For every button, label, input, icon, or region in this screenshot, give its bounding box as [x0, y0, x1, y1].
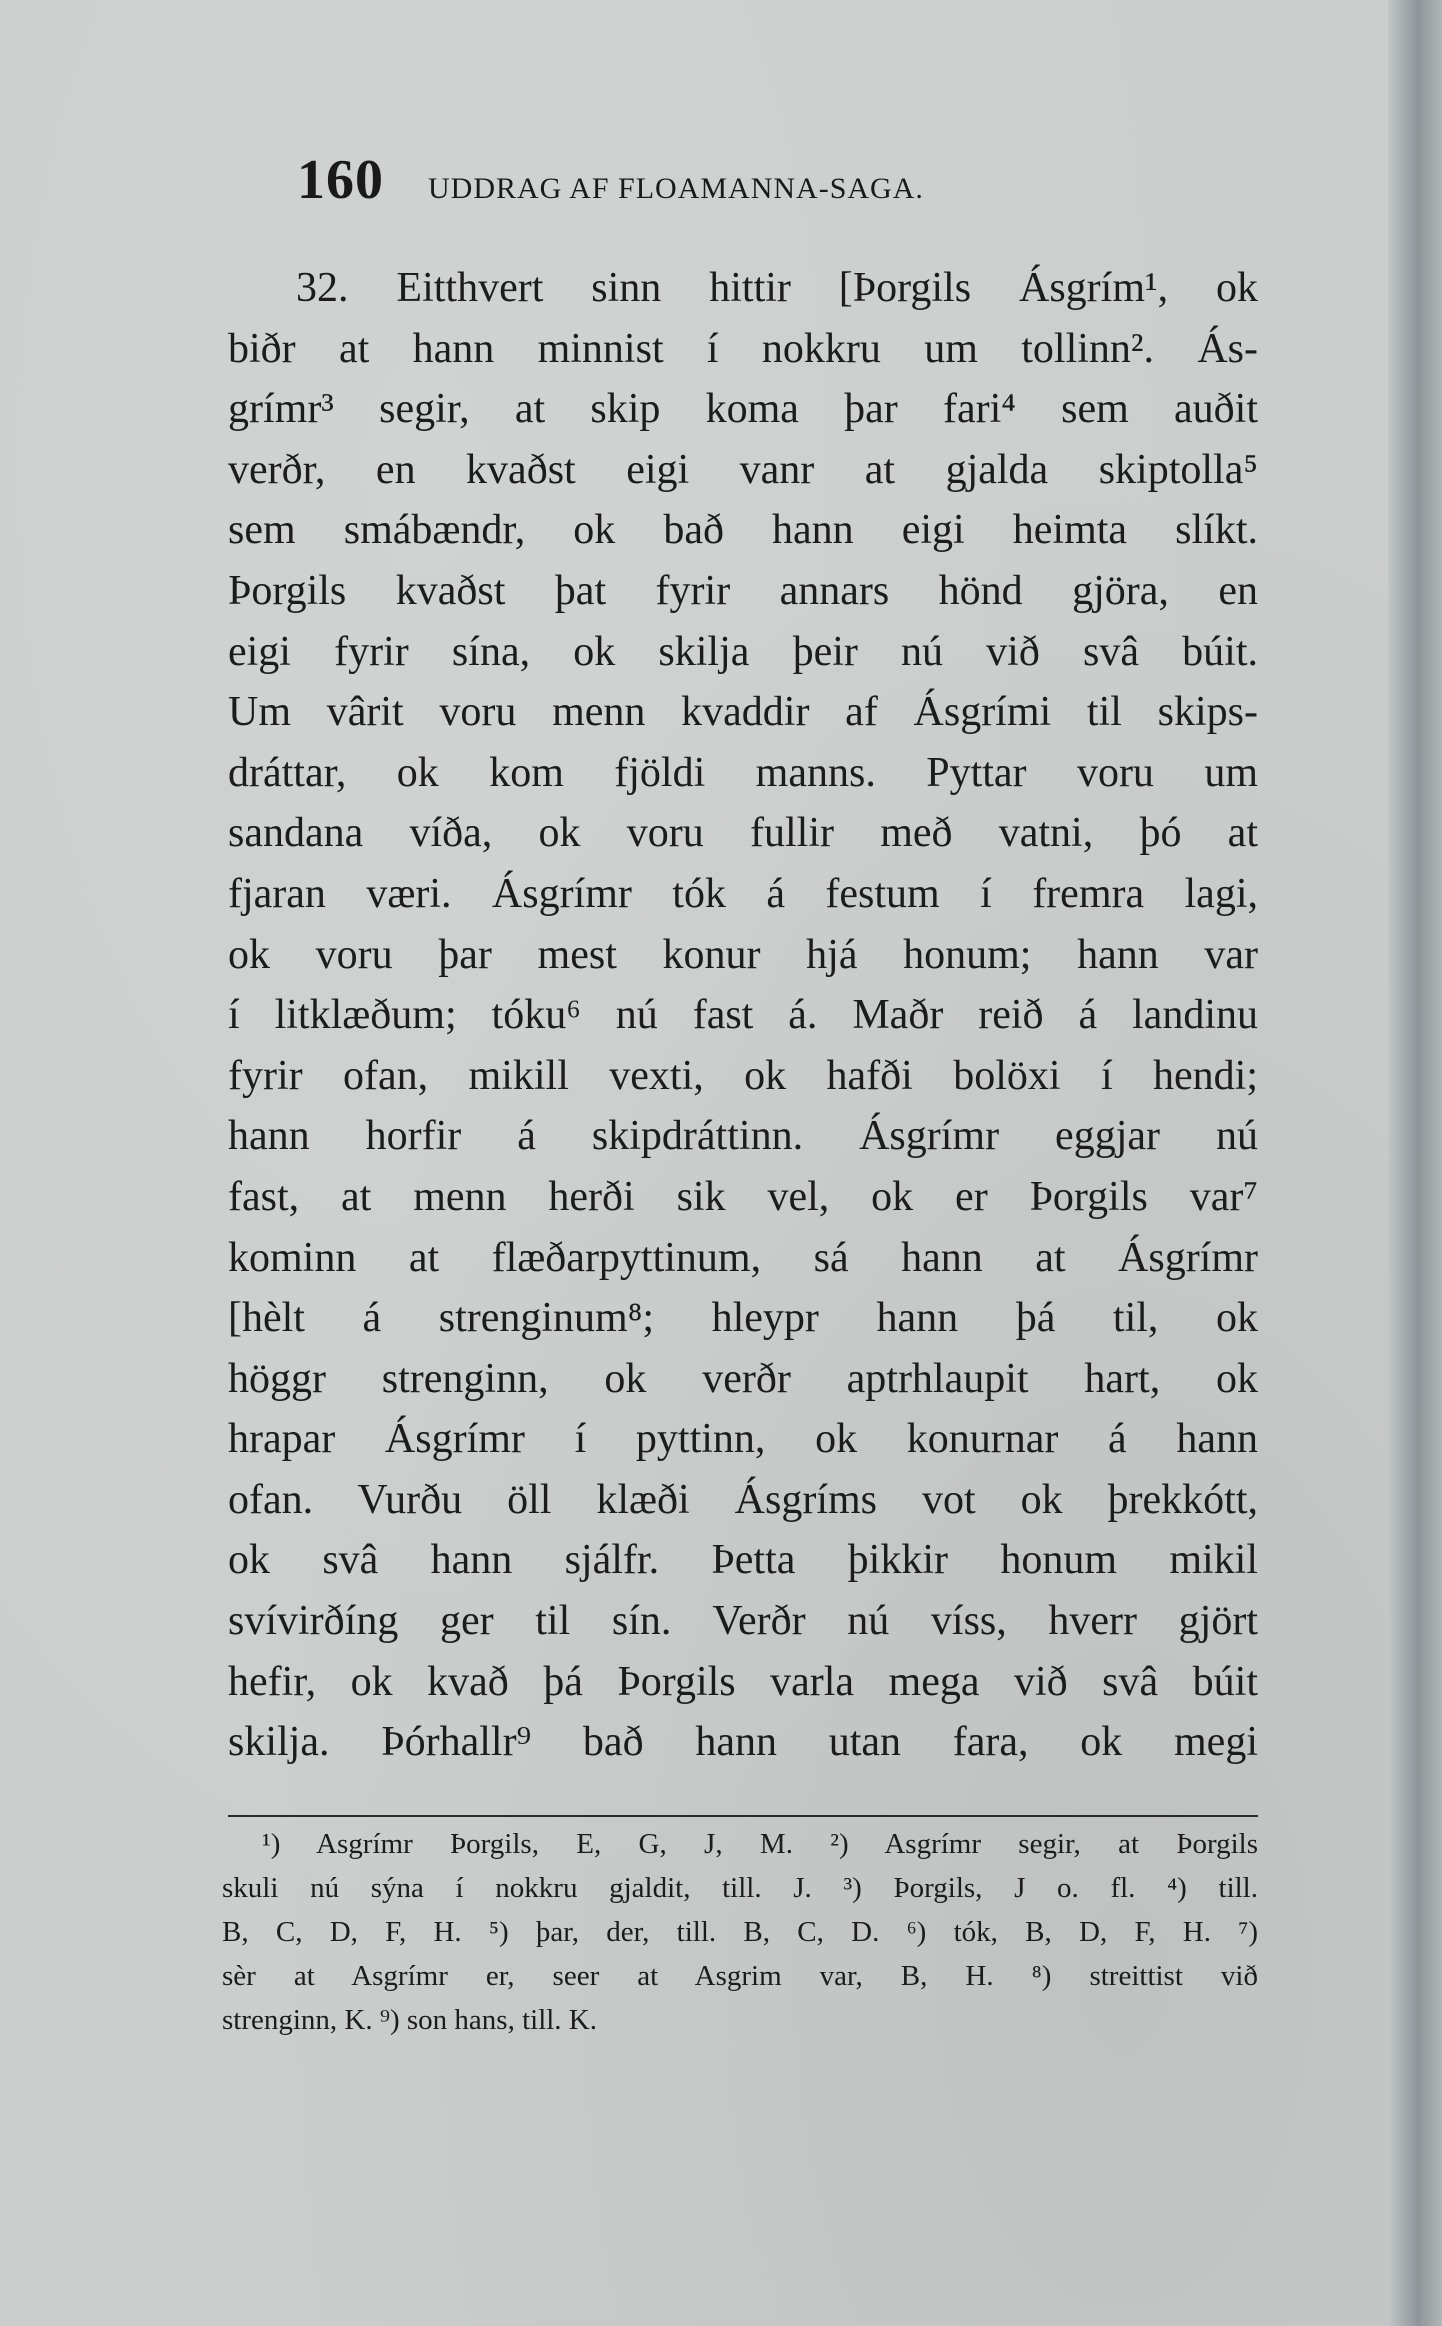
text-line: verðr, en kvaðst eigi vanr at gjalda skiptolla⁵ [228, 446, 1258, 493]
text-line: ok voru þar mest konur hjá honum; hann var [228, 931, 1258, 978]
footnote-line: skuli nú sýna í nokkru gjaldit, till. J. ³) Þorgils, J o. fl. ⁴) till. [222, 1872, 1258, 1904]
footnote-line: strenginn, K. ⁹) son hans, till. K. [222, 2004, 598, 2036]
text-line: biðr at hann minnist í nokkru um tollinn². Ás- [228, 325, 1258, 372]
text-line: hann horfir á skipdráttinn. Ásgrímr eggjar nú [228, 1113, 1258, 1160]
text-line: höggr strenginn, ok verðr aptrhlaupit hart, ok [228, 1355, 1258, 1402]
text-line: sem smábændr, ok bað hann eigi heimta slíkt. [228, 507, 1258, 554]
footnote-line: sèr at Asgrímr er, seer at Asgrim var, B, H. ⁸) streittist við [222, 1960, 1258, 1992]
footnote-line: ¹) Asgrímr Þorgils, E, G, J, M. ²) Asgrímr segir, at Þorgils [262, 1828, 1258, 1860]
text-line: 32. Eitthvert sinn hittir [Þorgils Ásgrím¹, ok [296, 265, 1258, 311]
text-line: hrapar Ásgrímr í pyttinn, ok konurnar á hann [228, 1416, 1258, 1463]
text-line: dráttar, ok kom fjöldi manns. Pyttar voru um [228, 749, 1258, 796]
page-number: 160 [297, 149, 384, 211]
text-line: grímr³ segir, at skip koma þar fari⁴ sem auðit [228, 386, 1258, 433]
text-line: eigi fyrir sína, ok skilja þeir nú við svâ búit. [228, 628, 1258, 675]
page-edge [1388, 0, 1442, 2326]
text-line: kominn at flæðarpyttinum, sá hann at Ásgrímr [228, 1234, 1258, 1281]
text-line: fjaran væri. Ásgrímr tók á festum í fremra lagi, [228, 870, 1258, 917]
text-line: svívirðíng ger til sín. Verðr nú víss, hverr gjört [228, 1598, 1258, 1645]
text-line: sandana víða, ok voru fullir með vatni, þó at [228, 810, 1258, 857]
footnotes [222, 1822, 1258, 2042]
page-header [297, 148, 924, 212]
text-line: í litklæðum; tóku⁶ nú fast á. Maðr reið á landinu [228, 992, 1258, 1039]
footnote-line: B, C, D, F, H. ⁵) þar, der, till. B, C, D. ⁶) tók, B, D, F, H. ⁷) [222, 1916, 1258, 1948]
text-line: Þorgils kvaðst þat fyrir annars hönd gjöra, en [228, 567, 1258, 614]
footnote-rule [228, 1815, 1258, 1817]
text-line: ok svâ hann sjálfr. Þetta þikkir honum mikil [228, 1537, 1258, 1584]
text-line: hefir, ok kvað þá Þorgils varla mega við svâ búit [228, 1658, 1258, 1705]
text-line: fyrir ofan, mikill vexti, ok hafði bolöxi í hendi; [228, 1052, 1258, 1099]
text-line: [hèlt á strenginum⁸; hleypr hann þá til, ok [228, 1295, 1258, 1342]
text-line: ofan. Vurðu öll klæði Ásgríms vot ok þrekkótt, [228, 1476, 1258, 1523]
body-text [228, 258, 1258, 1773]
text-line: Um vârit voru menn kvaddir af Ásgrími til skips- [228, 689, 1258, 736]
text-line: fast, at menn herði sik vel, ok er Þorgils var⁷ [228, 1173, 1258, 1220]
text-line: skilja. Þórhallr⁹ bað hann utan fara, ok megi [228, 1719, 1258, 1766]
running-head: UDDRAG AF FLOAMANNA-SAGA. [428, 172, 924, 205]
